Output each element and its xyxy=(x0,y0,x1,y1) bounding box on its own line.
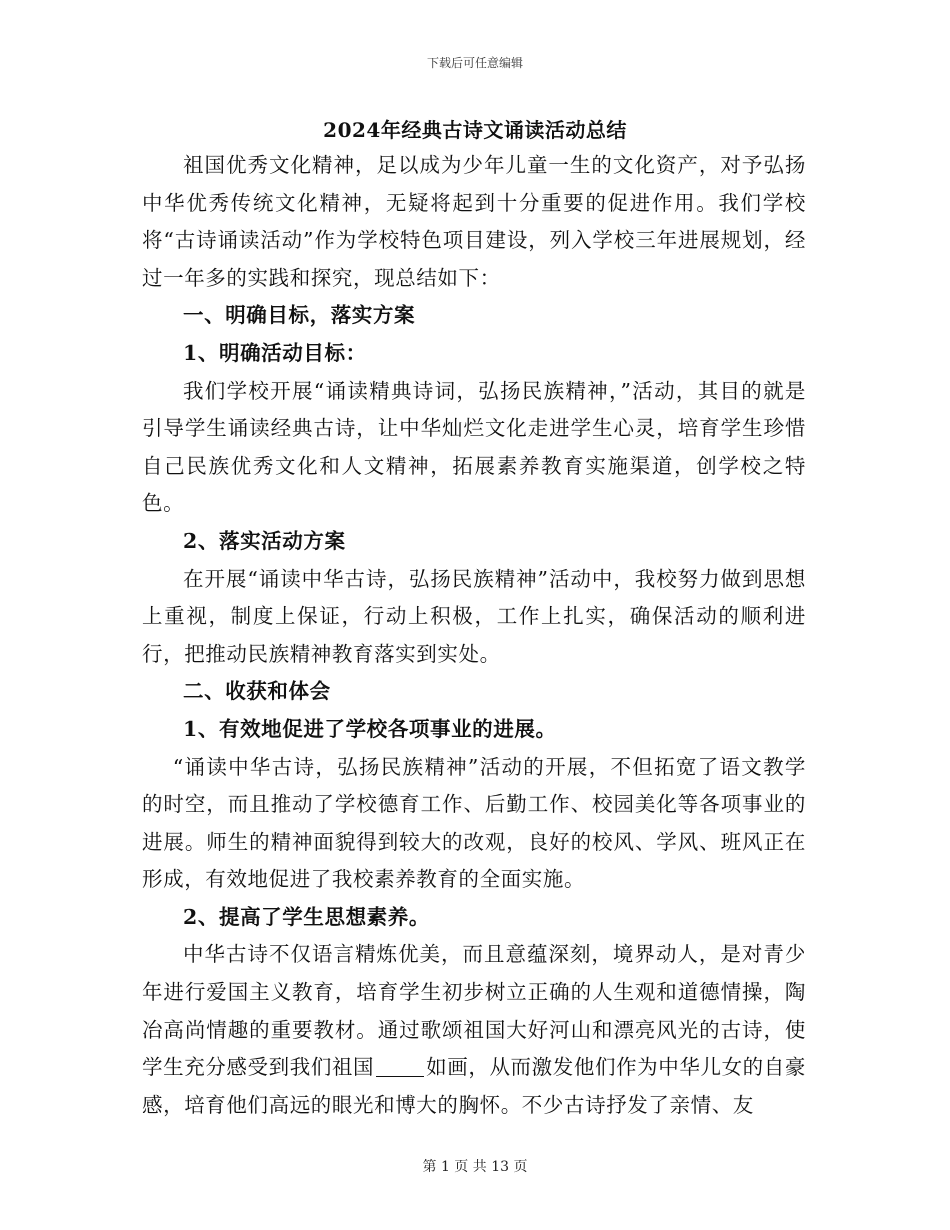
section-heading-2: 二、收获和体会 xyxy=(183,679,331,704)
page-number-footer: 第 1 页 共 13 页 xyxy=(422,1159,528,1175)
paragraph-2-1: “诵读中华古诗，弘扬民族精神”活动的开展，不但拓宽了语文教学的时空，而且推动了学校德育工作、后勤工作、校园美化等各项事业的进展。师生的精神面貌得到较大的改观，良好的校风、学风、班风正在形成，有效地促进了我校素养教育的全面实施。 xyxy=(142,754,806,892)
header-note: 下载后可任意编辑 xyxy=(426,56,523,70)
intro-paragraph: 祖国优秀文化精神，足以成为少年儿童一生的文化资产，对予弘扬中华优秀传统文化精神，无疑将起到十分重要的促进作用。我们学校将“古诗诵读活动”作为学校特色项目建设，列入学校三年进展规划，经过一年多的实践和探究，现总结如下： xyxy=(142,153,806,290)
paragraph-1-1: 我们学校开展“诵读精典诗词，弘扬民族精神，”活动，其目的就是引导学生诵读经典古诗，让中华灿烂文化走进学生心灵，培育学生珍惜自己民族优秀文化和人文精神，拓展素养教育实施渠道，创学校之特色。 xyxy=(142,378,806,516)
paragraph-1-2: 在开展“诵读中华古诗，弘扬民族精神”活动中，我校努力做到思想上重视，制度上保证，行动上积极，工作上扎实，确保活动的顺利进行，把推动民族精神教育落实到实处。 xyxy=(142,566,806,666)
paragraph-2-2-part-b: 如画，从而激发他们作为中华儿女的自豪感，培育他们高远的眼光和博大的胸怀。不少古诗抒发了亲情、友 xyxy=(142,1055,806,1117)
document-body xyxy=(142,147,806,1124)
subheading-2-2: 2、提高了学生思想素养。 xyxy=(183,904,430,929)
fill-in-blank xyxy=(376,1056,424,1078)
subheading-1-2: 2、落实活动方案 xyxy=(183,528,346,553)
section-heading-1: 一、明确目标，落实方案 xyxy=(183,303,416,328)
subheading-2-1: 1、有效地促进了学校各项事业的进展。 xyxy=(183,716,557,741)
paragraph-2-2-part-a: 中华古诗不仅语言精炼优美，而且意蕴深刻，境界动人，是对青少年进行爱国主义教育，培育学生初步树立正确的人生观和道德情操，陶冶高尚情趣的重要教材。通过歌颂祖国大好河山和漂亮风光的古诗，使学生充分感受到我们祖国 xyxy=(142,942,806,1080)
paragraph-2-2 xyxy=(142,936,806,1124)
document-title: 2024年经典古诗文诵读活动总结 xyxy=(323,118,627,142)
subheading-1-1: 1、明确活动目标： xyxy=(183,340,367,365)
